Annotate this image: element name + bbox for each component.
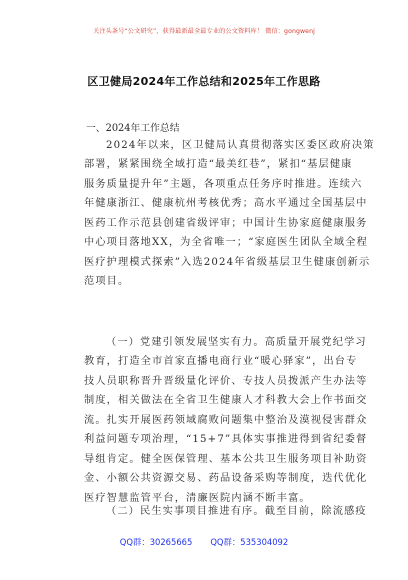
paragraph-line: 技人员职称晋升晋级量化评价、专技人员拨派产生办法等: [84, 375, 368, 387]
paragraph-line: 医疗智慧监管平台，清廉医院内涵不断丰富。: [84, 492, 311, 504]
document-title: 区卫健局2024年工作总结和2025年工作思路: [87, 75, 321, 88]
paragraph-line: 金、小额公共资源交易、药品设备采购等制度，迭代优化: [84, 473, 368, 485]
paragraph-line: 医药工作示范县创建省级评审；中国计生协家庭健康服务: [84, 217, 368, 229]
paragraph-line: 医疗护理模式探索”入选2024年省级基层卫生健康创新示: [84, 256, 371, 268]
paragraph-line: 年健康浙江、健康杭州考核优秀；高水平通过全国基层中: [84, 198, 368, 210]
paragraph-line: 范项目。: [84, 276, 130, 288]
paragraph-line: 2024年以来，区卫健局认真贯彻落实区委区政府决策: [106, 140, 375, 151]
paragraph-2: [84, 333, 370, 508]
paragraph-1: [84, 136, 375, 292]
paragraph-line: 服务质量提升年”主题，各项重点任务序时推进。连续六: [84, 178, 363, 190]
footer-qq-group-2: QQ群：535304092: [210, 537, 289, 547]
section-heading: 一、2024年工作总结: [86, 123, 180, 134]
paragraph-line: 中心项目落地XX，为全省唯一；“家庭医生团队全域全程: [84, 237, 368, 249]
paragraph-line: 教育，打造全市首家直播电商行业“暖心驿家”，出台专: [84, 356, 358, 368]
paragraph-line: （二）民生实事项目推进有序。截至目前，除流感疫: [106, 506, 367, 517]
footer-qq-groups: [0, 536, 408, 548]
header-banner: 关注头条号“公文研究”，获得最新最全最专业的公文资料库！ 微信：gongwenj: [93, 28, 315, 35]
paragraph-3: [84, 502, 370, 521]
paragraph-line: 利益问题专项治理，“15+7”具体实事推进得到省纪委督: [84, 434, 368, 446]
paragraph-line: 制度，相关做法在全省卫生健康人才科教大会上作书面交: [84, 395, 368, 407]
paragraph-line: （一）党建引领发展坚实有力。高质量开展党纪学习: [106, 337, 367, 348]
footer-qq-group-1: QQ群：30265665: [119, 537, 193, 547]
paragraph-line: 导组肯定。健全医保管理、基本公共卫生服务项目补助资: [84, 453, 368, 465]
paragraph-line: 部署，紧紧围绕全域打造“最美红巷”，紧扣“基层健康: [84, 159, 353, 171]
paragraph-line: 流。扎实开展医药领域腐败问题集中整治及漠视侵害群众: [84, 414, 368, 426]
